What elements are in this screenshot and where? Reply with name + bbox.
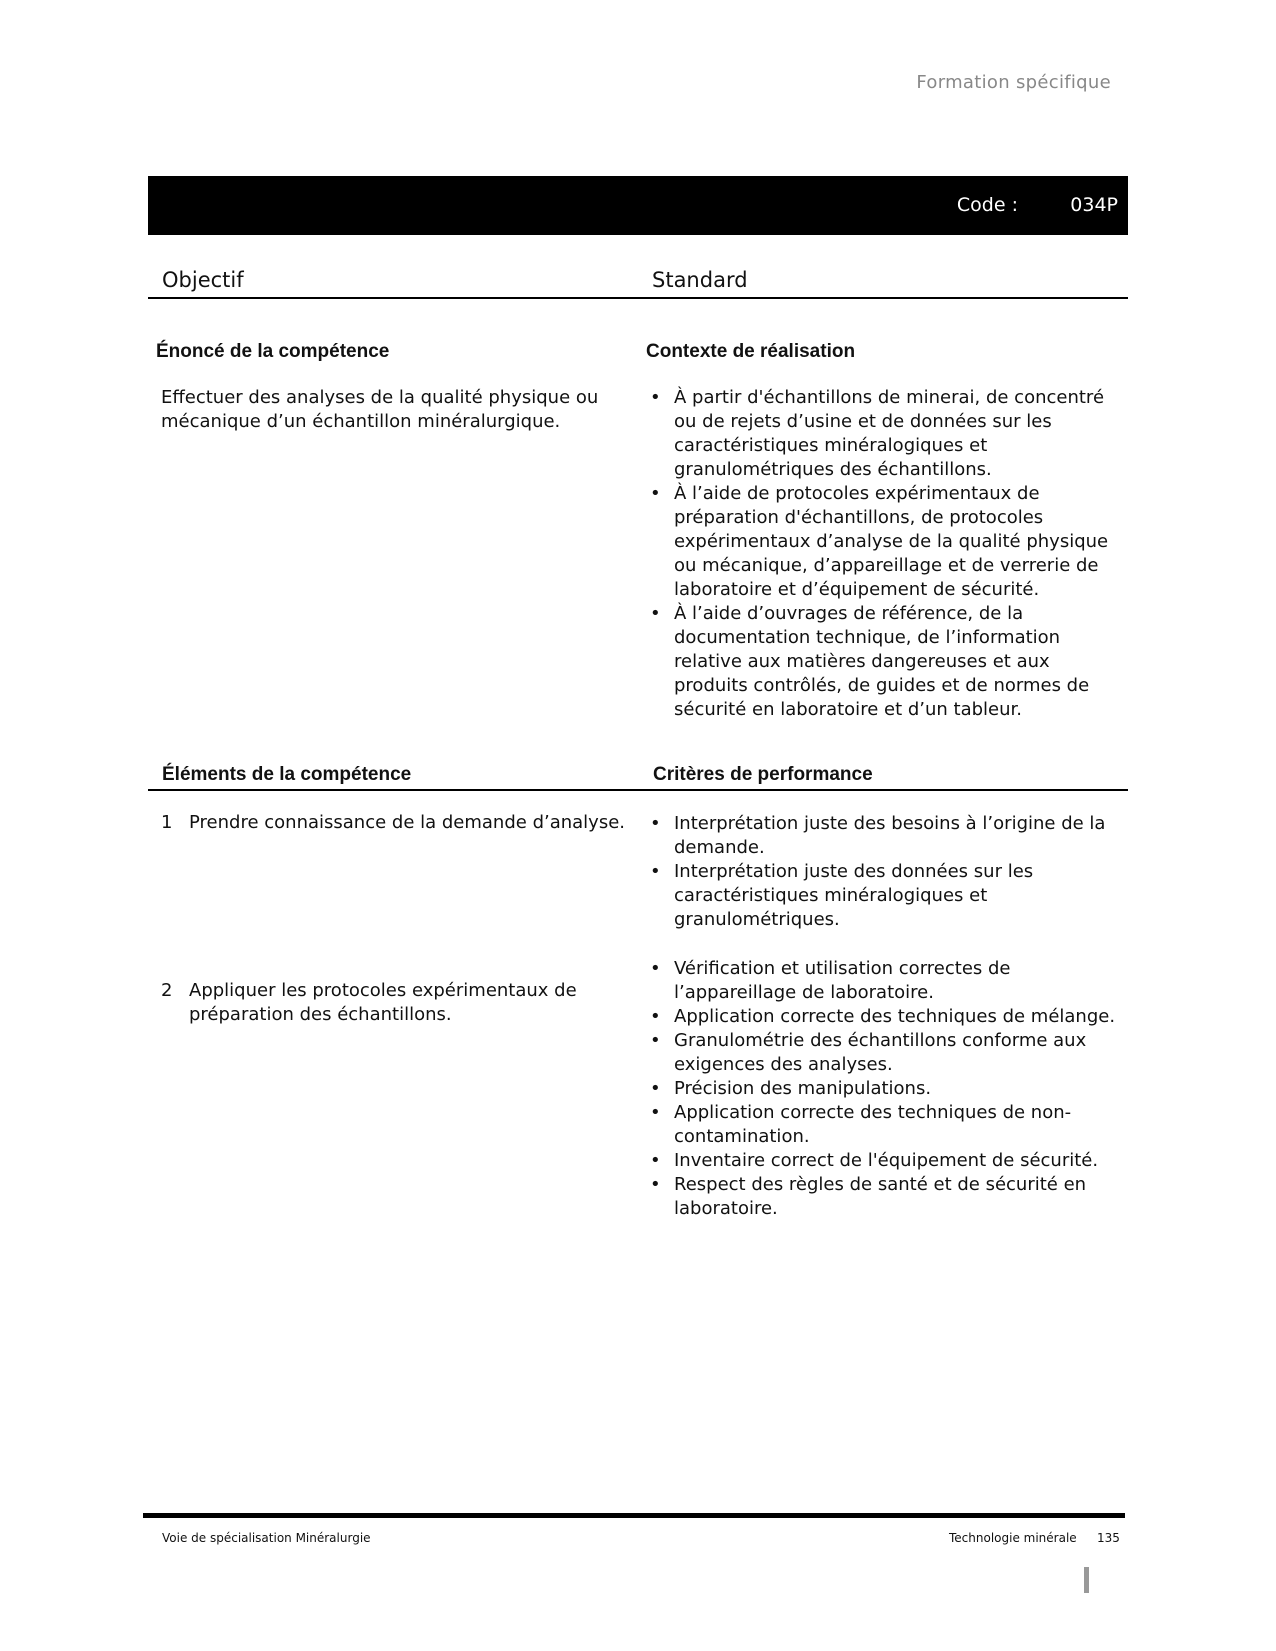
contexte-list: [648, 386, 1124, 722]
element-text: Prendre connaissance de la demande d’analyse.: [189, 812, 626, 833]
column-standard: Standard: [652, 268, 748, 292]
code-label: Code :: [956, 194, 1018, 216]
list-item: • À l’aide de protocoles expérimentaux de préparation d'échantillons, de protocoles expérimentaux d’analyse de la qualité physique ou mécanique, d’appareillage et de verrerie de laboratoire et d’équipement de sécurité.: [674, 482, 1124, 602]
list-item: • À partir d'échantillons de minerai, de concentré ou de rejets d’usine et de données sur les caractéristiques minéralogiques et granulométriques des échantillons.: [674, 386, 1124, 482]
list-item: • Inventaire correct de l'équipement de sécurité.: [674, 1149, 1134, 1173]
list-item: • Vérification et utilisation correctes de l’appareillage de laboratoire.: [674, 957, 1134, 1005]
list-item: • Respect des règles de santé et de sécurité en laboratoire.: [674, 1173, 1134, 1221]
divider: [148, 297, 1128, 299]
element-number: 2: [161, 980, 173, 1001]
criteres-list-2: [648, 957, 1134, 1221]
criteres-list-1: [648, 812, 1134, 932]
elements-title: Éléments de la compétence: [162, 764, 412, 785]
list-item: • Granulométrie des échantillons conforme aux exigences des analyses.: [674, 1029, 1134, 1077]
element-number: 1: [161, 812, 173, 833]
footer-left: Voie de spécialisation Minéralurgie: [162, 1531, 371, 1545]
code-value: 034P: [1070, 194, 1118, 216]
element-item: [161, 811, 629, 835]
enonce-text: Effectuer des analyses de la qualité physique ou mécanique d’un échantillon minéralurgique.: [161, 387, 599, 432]
list-item: • Précision des manipulations.: [674, 1077, 1134, 1101]
enonce-title: Énoncé de la compétence: [156, 341, 390, 362]
code-bar: [148, 176, 1128, 235]
list-item: • Interprétation juste des données sur les caractéristiques minéralogiques et granulométriques.: [674, 860, 1134, 932]
footer-rule: [143, 1513, 1125, 1518]
section-header: Formation spécifique: [916, 72, 1111, 93]
list-item: • Interprétation juste des besoins à l’origine de la demande.: [674, 812, 1134, 860]
list-item: • Application correcte des techniques de mélange.: [674, 1005, 1134, 1029]
element-item: [161, 979, 629, 1027]
divider: [148, 789, 1128, 791]
list-item: • À l’aide d’ouvrages de référence, de la documentation technique, de l’information relative aux matières dangereuses et aux produits contrôlés, de guides et de normes de sécurité en laboratoire et d’un tableur.: [674, 602, 1124, 722]
element-text: Appliquer les protocoles expérimentaux de préparation des échantillons.: [189, 980, 577, 1025]
page-number: 135: [1097, 1531, 1120, 1545]
column-objectif: Objectif: [162, 268, 244, 292]
footer-right: Technologie minérale: [949, 1531, 1077, 1545]
criteres-title: Critères de performance: [653, 764, 873, 785]
margin-marker: [1084, 1567, 1089, 1593]
list-item: • Application correcte des techniques de non-contamination.: [674, 1101, 1134, 1149]
contexte-title: Contexte de réalisation: [646, 341, 856, 362]
